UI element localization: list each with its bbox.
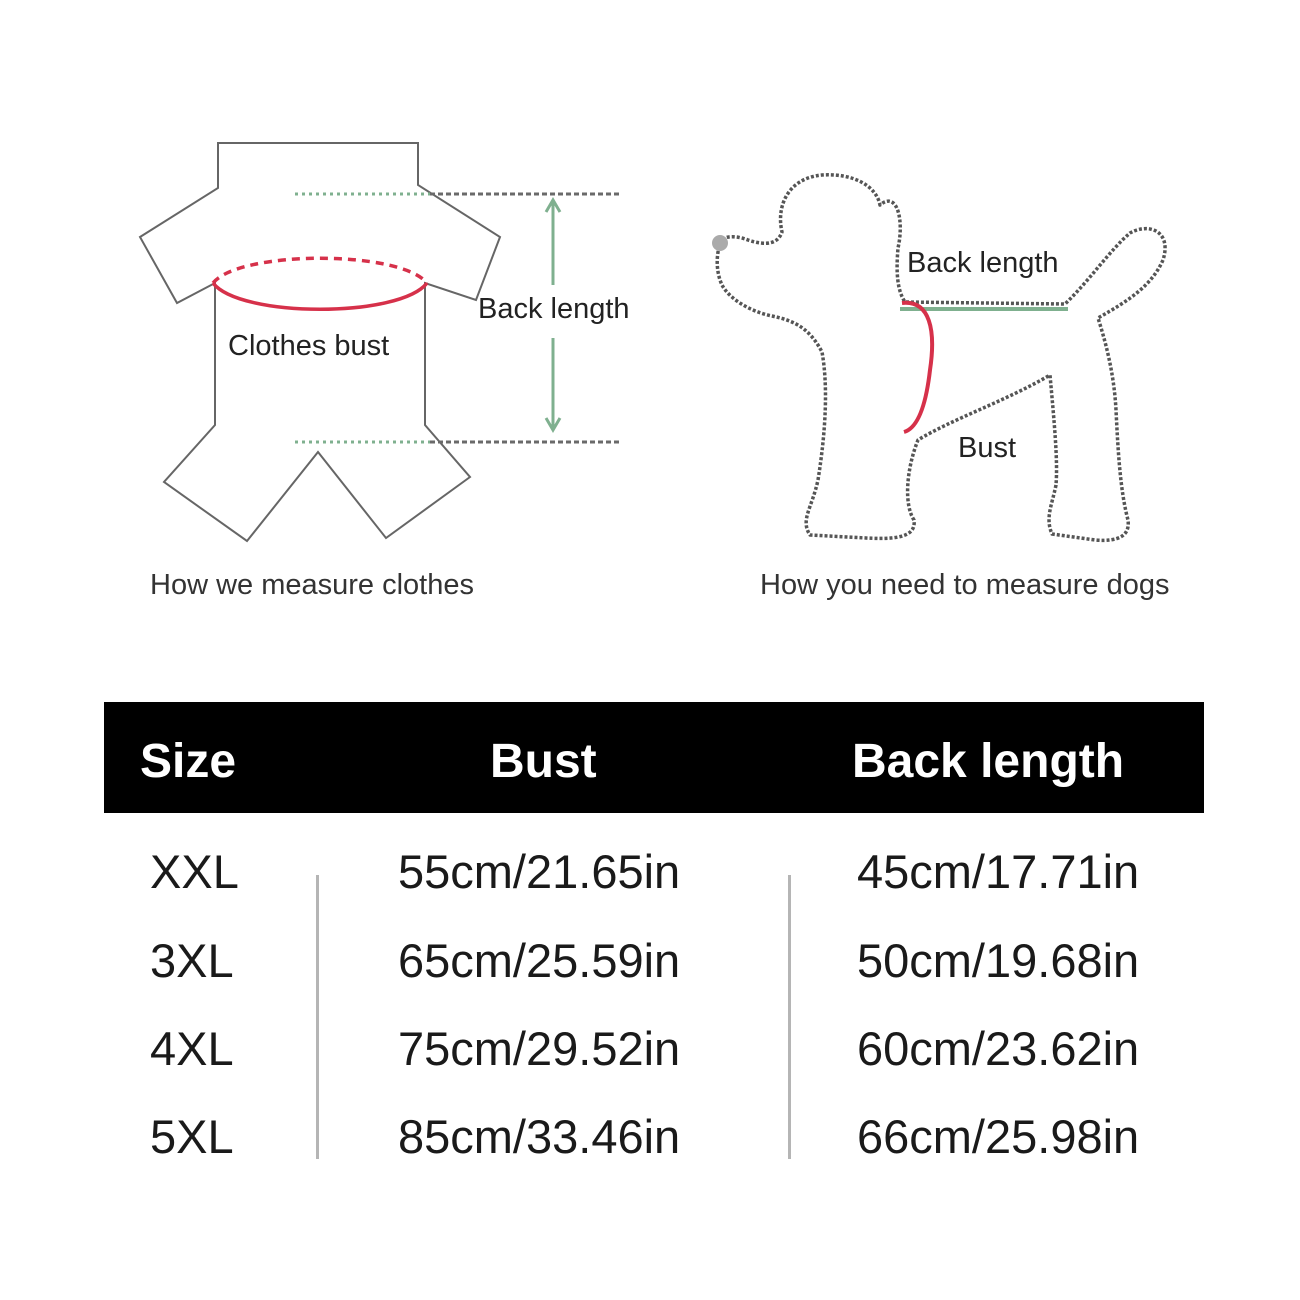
clothes-bust-label: Clothes bust xyxy=(228,330,390,362)
bust-cell: 85cm/33.46in xyxy=(398,1110,681,1163)
back-length-cell: 60cm/23.62in xyxy=(857,1022,1140,1075)
dog-back-length-label: Back length xyxy=(907,247,1059,279)
table-row xyxy=(0,1021,1300,1081)
size-cell: 5XL xyxy=(150,1110,234,1163)
header-back-length: Back length xyxy=(852,735,1125,788)
size-cell: 4XL xyxy=(150,1022,234,1075)
table-row xyxy=(0,844,1300,904)
dog-caption: How you need to measure dogs xyxy=(760,569,1170,601)
back-length-cell: 45cm/17.71in xyxy=(857,845,1140,898)
size-table-header xyxy=(104,702,1204,813)
header-bust: Bust xyxy=(490,735,597,788)
dog-bust-label: Bust xyxy=(958,432,1017,464)
size-cell: 3XL xyxy=(150,934,234,987)
dog-nose-icon xyxy=(712,235,728,251)
back-length-cell: 50cm/19.68in xyxy=(857,934,1140,987)
header-size: Size xyxy=(140,735,237,788)
back-length-cell: 66cm/25.98in xyxy=(857,1110,1140,1163)
clothes-caption: How we measure clothes xyxy=(150,569,474,601)
dog-outline xyxy=(717,175,1165,541)
table-row xyxy=(0,1109,1300,1169)
bust-cell: 65cm/25.59in xyxy=(398,934,681,987)
bust-cell: 55cm/21.65in xyxy=(398,845,681,898)
measurement-diagram xyxy=(0,0,1300,640)
measurement-illustration xyxy=(0,0,1300,640)
table-row xyxy=(0,933,1300,993)
clothes-back-length-label: Back length xyxy=(478,293,630,325)
bust-cell: 75cm/29.52in xyxy=(398,1022,681,1075)
size-cell: XXL xyxy=(150,845,239,898)
